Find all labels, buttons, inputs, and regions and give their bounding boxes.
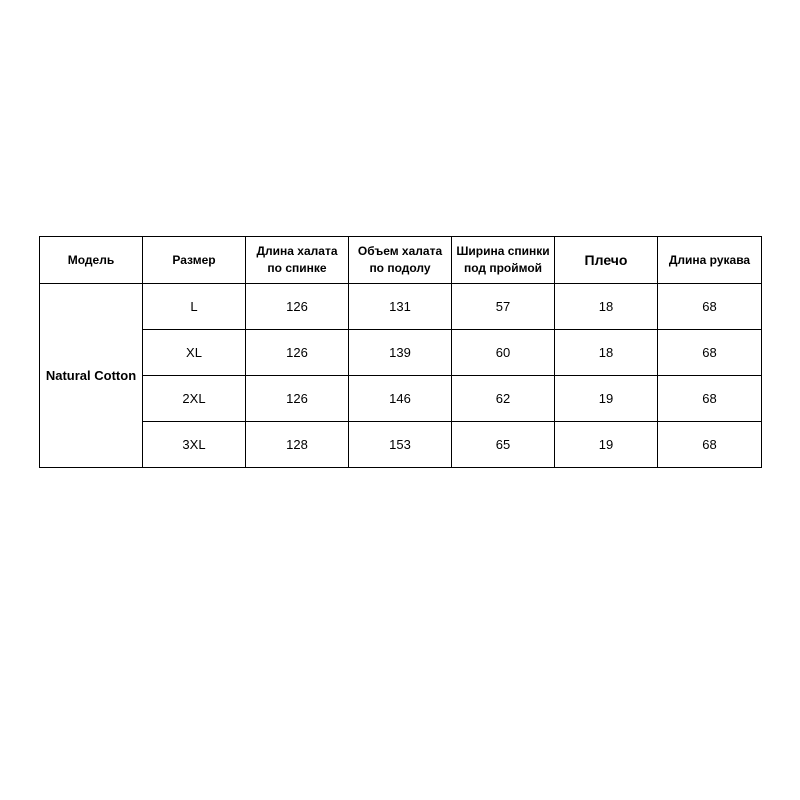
cell-sleeve-length: 68 — [658, 422, 762, 468]
header-sleeve-length: Длина рукава — [658, 237, 762, 284]
header-shoulder: Плечо — [555, 237, 658, 284]
cell-size: 2XL — [143, 376, 246, 422]
cell-back-width: 62 — [452, 376, 555, 422]
table-row — [40, 376, 762, 422]
table-row — [40, 330, 762, 376]
cell-sleeve-length: 68 — [658, 330, 762, 376]
cell-hem-volume: 131 — [349, 284, 452, 330]
model-name: Natural Cotton — [40, 284, 143, 468]
header-hem-volume: Объем халата по подолу — [349, 237, 452, 284]
table-row — [40, 422, 762, 468]
cell-size: L — [143, 284, 246, 330]
cell-back-length: 128 — [246, 422, 349, 468]
cell-back-length: 126 — [246, 330, 349, 376]
header-size: Размер — [143, 237, 246, 284]
cell-back-length: 126 — [246, 376, 349, 422]
cell-sleeve-length: 68 — [658, 284, 762, 330]
cell-hem-volume: 153 — [349, 422, 452, 468]
cell-hem-volume: 146 — [349, 376, 452, 422]
header-row — [40, 237, 762, 284]
cell-hem-volume: 139 — [349, 330, 452, 376]
cell-size: 3XL — [143, 422, 246, 468]
header-model: Модель — [40, 237, 143, 284]
cell-size: XL — [143, 330, 246, 376]
cell-back-width: 57 — [452, 284, 555, 330]
cell-shoulder: 19 — [555, 376, 658, 422]
table-row — [40, 284, 762, 330]
cell-sleeve-length: 68 — [658, 376, 762, 422]
cell-back-width: 60 — [452, 330, 555, 376]
cell-shoulder: 19 — [555, 422, 658, 468]
header-back-length: Длина халата по спинке — [246, 237, 349, 284]
cell-back-length: 126 — [246, 284, 349, 330]
cell-shoulder: 18 — [555, 284, 658, 330]
size-chart-table — [39, 236, 762, 468]
cell-back-width: 65 — [452, 422, 555, 468]
cell-shoulder: 18 — [555, 330, 658, 376]
header-back-width: Ширина спинки под проймой — [452, 237, 555, 284]
